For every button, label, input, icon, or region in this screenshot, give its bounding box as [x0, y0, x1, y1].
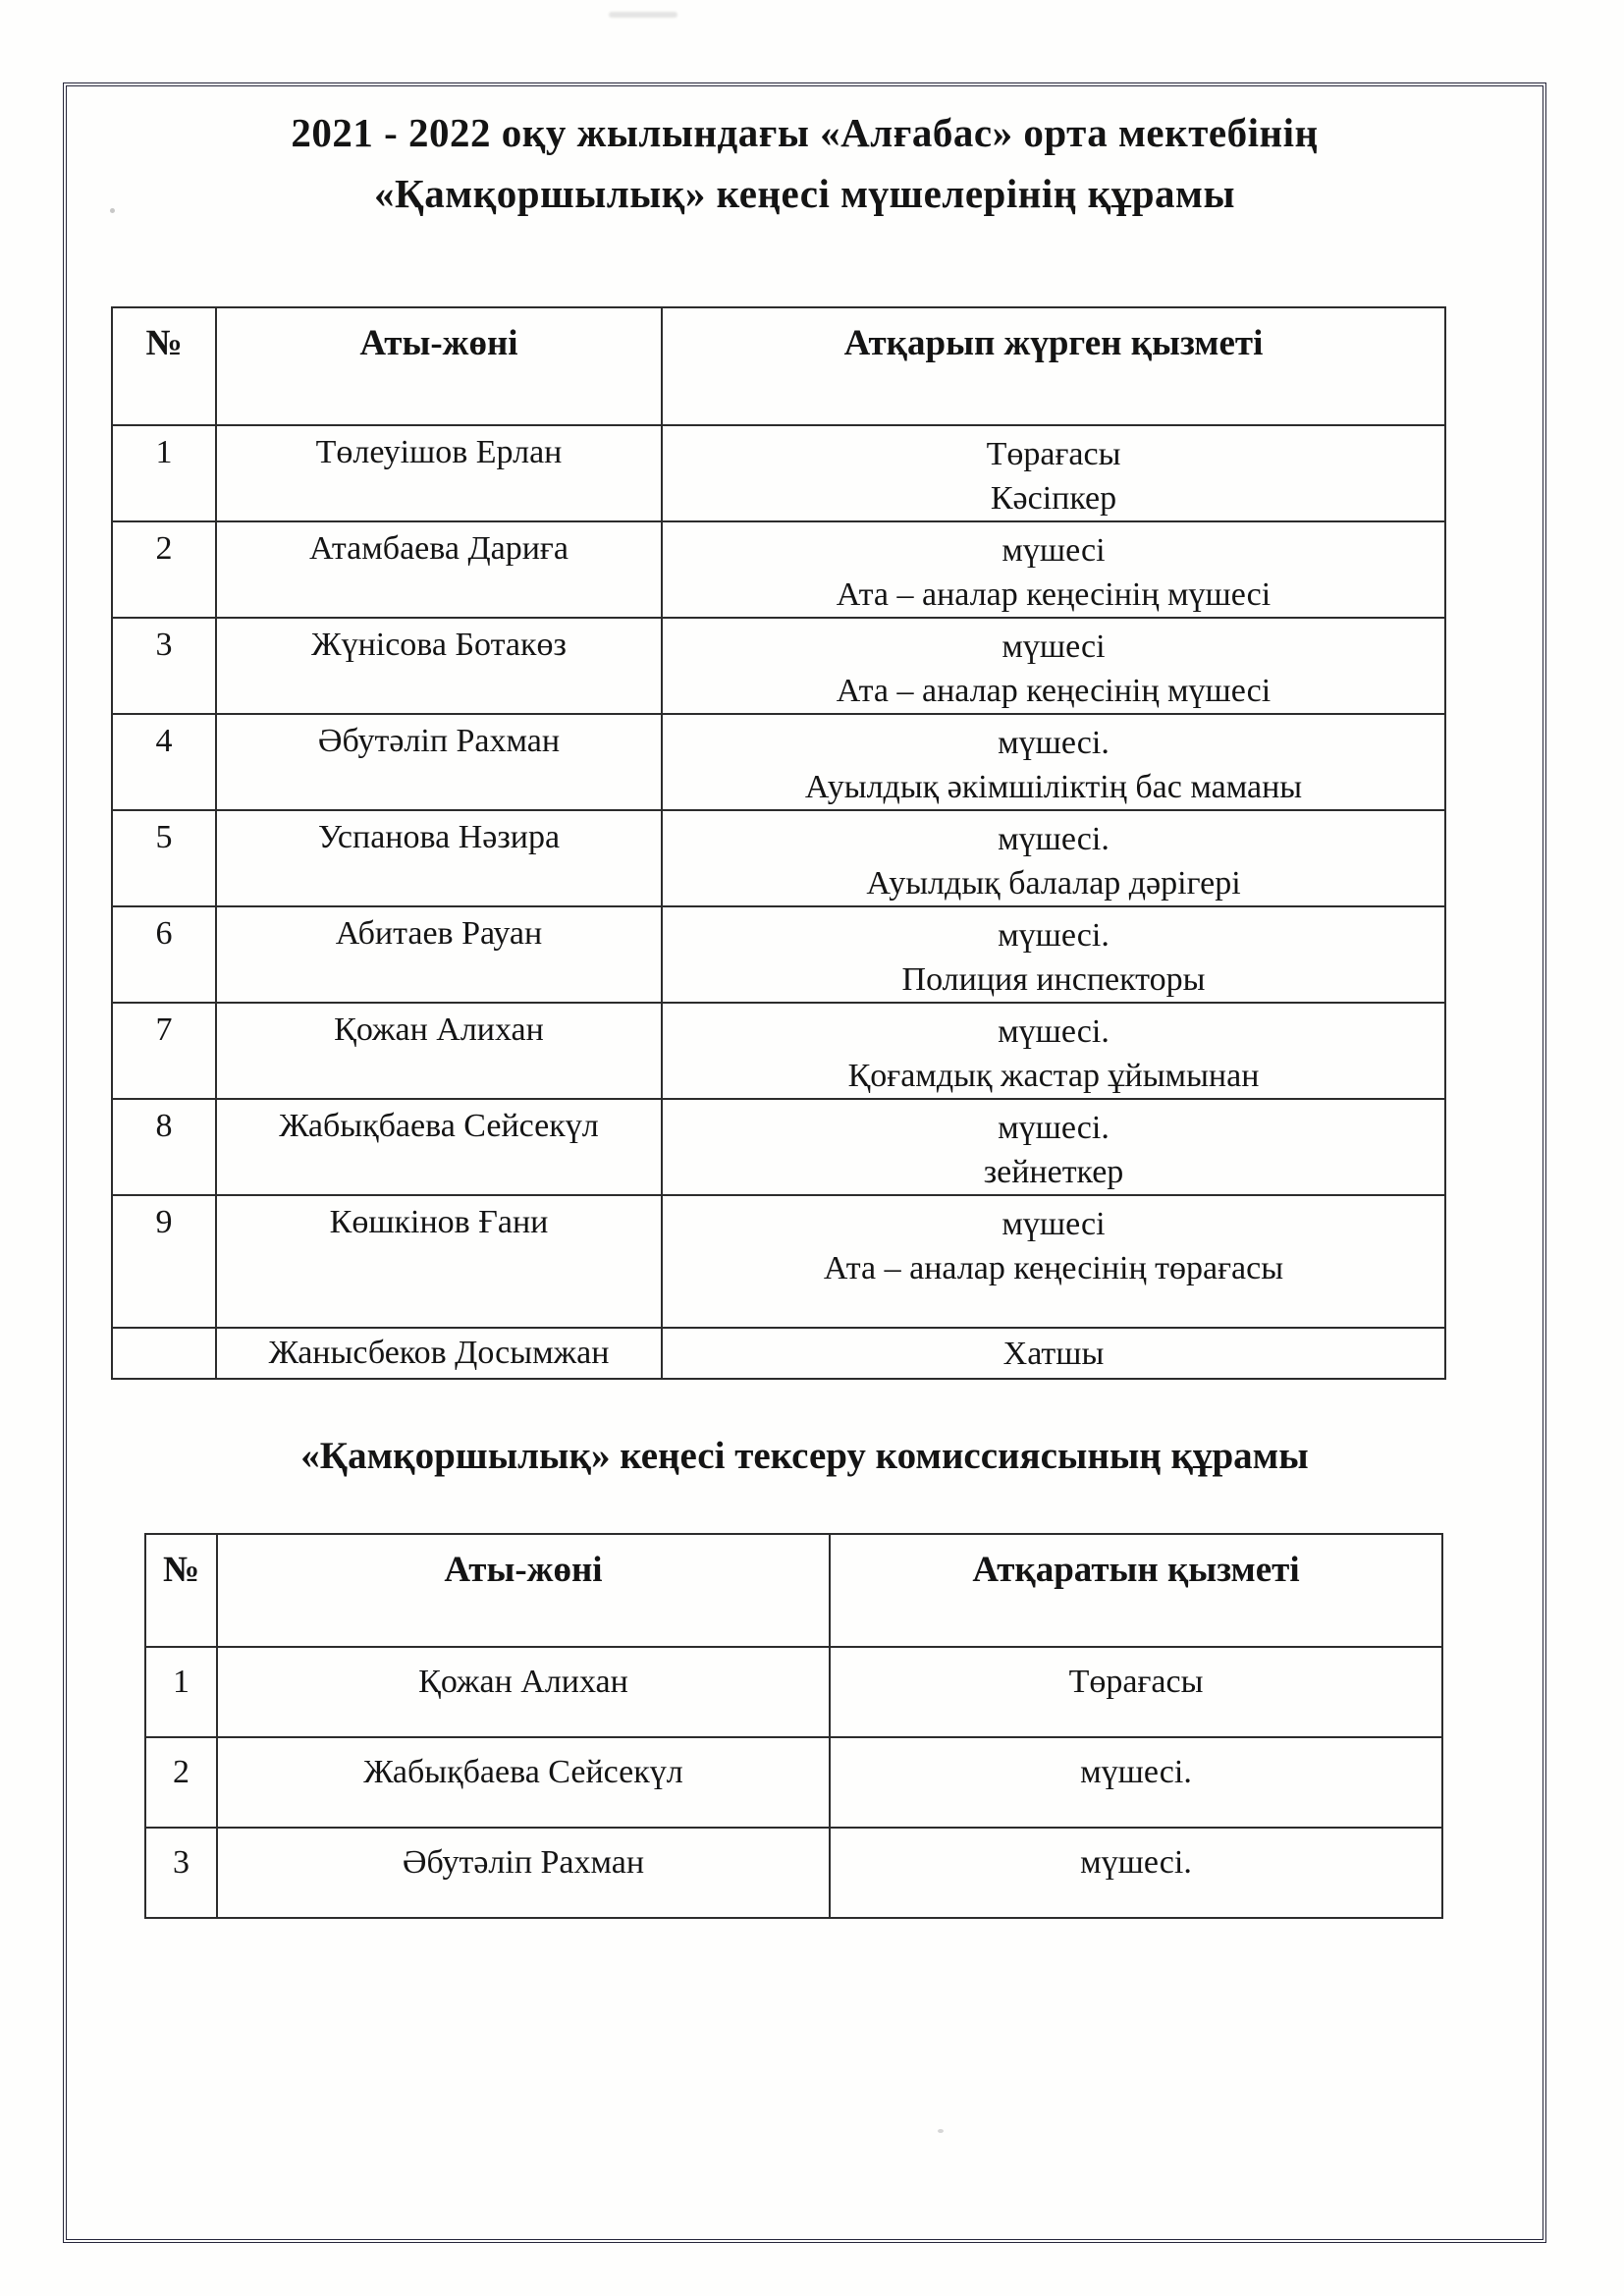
commission-table: [144, 1533, 1443, 1919]
row-number: 2: [145, 1737, 217, 1828]
member-name: Төлеуішов Ерлан: [216, 425, 662, 521]
role-line1: мүшесі.: [998, 821, 1110, 857]
table-row: [145, 1737, 1442, 1828]
row-number: 1: [145, 1647, 217, 1737]
role-line1: мүшесі: [1001, 1206, 1106, 1242]
page-border-frame: [63, 82, 1546, 2243]
row-number: 1: [112, 425, 216, 521]
role-line1: мүшесі.: [998, 1013, 1110, 1050]
member-role: [662, 1099, 1445, 1195]
row-number: 4: [112, 714, 216, 810]
member-name: Қожан Алихан: [217, 1647, 830, 1737]
role-line1: Хатшы: [1002, 1335, 1105, 1372]
role-line2: Ата – аналар кеңесінің мүшесі: [836, 576, 1272, 613]
scan-artifact: [609, 12, 677, 18]
member-name: Көшкінов Ғани: [216, 1195, 662, 1328]
column-header-role: Атқаратын қызметі: [830, 1534, 1442, 1647]
commission-section-title: «Қамқоршылық» кеңесі тексеру комиссиясының құрамы: [300, 1435, 1309, 1477]
member-role: мүшесі.: [830, 1828, 1442, 1918]
member-name: Абитаев Рауан: [216, 906, 662, 1003]
member-name: Жабықбаева Сейсекүл: [217, 1737, 830, 1828]
row-number: 8: [112, 1099, 216, 1195]
member-role: [662, 618, 1445, 714]
role-line2: зейнеткер: [983, 1154, 1124, 1190]
table-row: [112, 714, 1445, 810]
table-row: [112, 810, 1445, 906]
table-row: [112, 1195, 1445, 1328]
role-line2: Кәсіпкер: [990, 480, 1117, 517]
role-line2: Ата – аналар кеңесінің мүшесі: [836, 673, 1272, 709]
role-line1: мүшесі: [1001, 629, 1106, 665]
row-number: 2: [112, 521, 216, 618]
role-line2: Ата – аналар кеңесінің төрағасы: [823, 1250, 1284, 1286]
council-members-table: [111, 306, 1446, 1380]
role-line1: мүшесі.: [998, 725, 1110, 761]
member-role: [662, 1328, 1445, 1379]
column-header-number: №: [112, 307, 216, 425]
role-line2: Ауылдық әкімшіліктің бас маманы: [804, 769, 1303, 805]
member-name: Әбутәліп Рахман: [217, 1828, 830, 1918]
member-role: [662, 906, 1445, 1003]
member-name: Әбутәліп Рахман: [216, 714, 662, 810]
row-number: 9: [112, 1195, 216, 1328]
table-row: [112, 521, 1445, 618]
table-row-secretary: [112, 1328, 1445, 1379]
member-role: [662, 810, 1445, 906]
role-line2: Ауылдық балалар дәрігері: [866, 865, 1241, 902]
column-header-role: Атқарып жүрген қызметі: [662, 307, 1445, 425]
role-line2: Полиция инспекторы: [901, 961, 1206, 998]
table-row: [112, 906, 1445, 1003]
member-role: [662, 425, 1445, 521]
document-title: [67, 102, 1543, 224]
column-header-number: №: [145, 1534, 217, 1647]
member-name: Жабықбаева Сейсекүл: [216, 1099, 662, 1195]
member-name: Қожан Алихан: [216, 1003, 662, 1099]
table-row: [145, 1828, 1442, 1918]
member-name: Жүнісова Ботакөз: [216, 618, 662, 714]
role-line1: Төрағасы: [986, 436, 1121, 472]
member-role: [662, 714, 1445, 810]
row-number: 7: [112, 1003, 216, 1099]
member-role: Төрағасы: [830, 1647, 1442, 1737]
row-number: 6: [112, 906, 216, 1003]
role-line1: мүшесі: [1001, 532, 1106, 569]
role-line2: Қоғамдық жастар ұйымынан: [847, 1058, 1260, 1094]
table-row: [112, 618, 1445, 714]
member-name: Жанысбеков Досымжан: [216, 1328, 662, 1379]
role-line1: мүшесі.: [998, 917, 1110, 954]
row-number: 3: [112, 618, 216, 714]
table-header-row: [112, 307, 1445, 425]
table-row: [145, 1647, 1442, 1737]
table-row: [112, 1003, 1445, 1099]
member-role: [662, 1003, 1445, 1099]
row-number: [112, 1328, 216, 1379]
row-number: 3: [145, 1828, 217, 1918]
column-header-name: Аты-жөні: [216, 307, 662, 425]
row-number: 5: [112, 810, 216, 906]
member-name: Успанова Нәзира: [216, 810, 662, 906]
table-row: [112, 1099, 1445, 1195]
table-row: [112, 425, 1445, 521]
table-header-row: [145, 1534, 1442, 1647]
member-role: [662, 521, 1445, 618]
document-title-line1: 2021 - 2022 оқу жылындағы «Алғабас» орта мектебінің: [291, 110, 1319, 155]
document-title-line2: «Қамқоршылық» кеңесі мүшелерінің құрамы: [374, 171, 1235, 216]
member-name: Атамбаева Дариға: [216, 521, 662, 618]
member-role: мүшесі.: [830, 1737, 1442, 1828]
role-line1: мүшесі.: [998, 1110, 1110, 1146]
column-header-name: Аты-жөні: [217, 1534, 830, 1647]
member-role: [662, 1195, 1445, 1328]
